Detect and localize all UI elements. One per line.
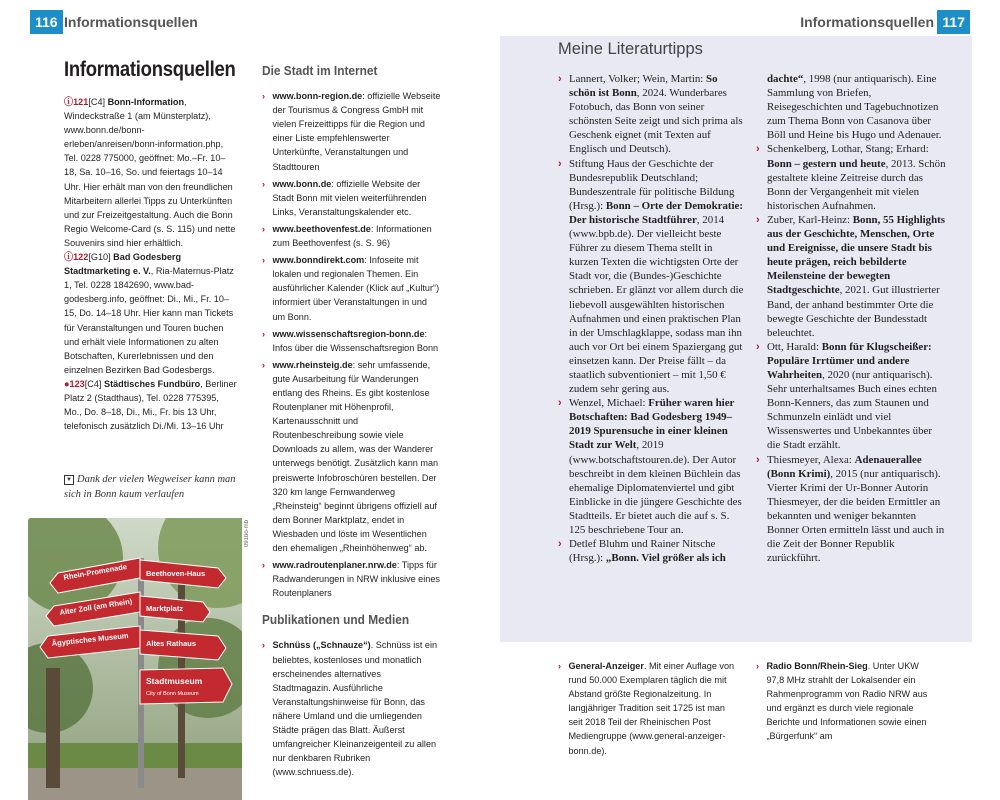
info-entries — [64, 96, 237, 434]
list-item — [558, 660, 739, 759]
running-head-right: Informationsquellen — [800, 14, 934, 30]
entry-number: 123 — [69, 378, 85, 390]
list-item — [558, 537, 744, 565]
arrow-icon: › — [558, 538, 562, 551]
list-item-continued — [756, 72, 946, 142]
item-text: : offizielle Webseite der Tourismus & Congress GmbH mit vielen Freizeittipps für die Region und einer Liste empfehlenswerter Unterkünfte, Veranstaltungen und Stadttouren — [272, 91, 441, 173]
arrow-icon: › — [262, 560, 266, 572]
caption-text: Dank der vielen Wegweiser kann man sich in Bonn kaum verlaufen — [64, 474, 236, 500]
list-item — [756, 142, 946, 212]
info-entry-122 — [64, 251, 237, 378]
arrow-icon: › — [558, 157, 562, 170]
item-text: : offizielle Website der Stadt Bonn mit vielen weiterführenden Links, Veranstaltungskalender etc. — [272, 178, 427, 218]
arrow-icon: › — [558, 397, 562, 410]
list-item — [262, 178, 441, 220]
section-title-internet: Die Stadt im Internet — [262, 64, 378, 78]
lit-author: Lannert, Volker; Wein, Martin: — [569, 73, 707, 85]
signpost-photo-drawing — [28, 518, 242, 800]
arrow-icon: › — [262, 328, 266, 340]
item-text: . Unter UKW 97,8 MHz strahlt der Lokalsender ein Rahmenprogramm von Radio NRW aus und ergänzt es durch viele regionale Berichte und Informationen sowie einen „Bürgerfunk“ am — [766, 661, 928, 743]
item-text: : Infos über die Wissenschaftsregion Bonn — [272, 328, 439, 354]
arrow-icon: › — [756, 340, 760, 353]
literature-box-title: Meine Literaturtipps — [558, 40, 703, 58]
arrow-icon: › — [262, 223, 266, 235]
pub-name: Schnüss („Schnauze“) — [272, 640, 371, 652]
info-icon: ⓘ — [64, 97, 74, 108]
link-bonndirekt[interactable]: www.bonndirekt.com — [272, 255, 365, 267]
lit-author: Schenkelberg, Lothar, Stang; Erhard: — [767, 143, 929, 156]
lit-author: Stiftung Haus der Geschichte der Bundesrepublik Deutschland; Bundeszentrale für politische Bildung (Hrsg.): — [569, 157, 735, 212]
literature-column-1 — [558, 72, 744, 565]
sign-alter-zoll: Alter Zoll (am Rhein) — [58, 596, 133, 617]
info-icon: ⓘ — [64, 252, 74, 264]
lit-title: „Bonn. Viel größer als ich — [605, 552, 726, 565]
sign-stadtmuseum: Stadtmuseum — [146, 676, 203, 686]
arrow-icon: › — [262, 640, 266, 652]
page-number-left: 116 — [30, 10, 63, 34]
dot-icon: ● — [64, 378, 70, 390]
lit-author: Ott, Harald: — [767, 340, 822, 353]
item-text: . Schnüss ist ein beliebtes, kostenloses und monatlich erscheinendes alternatives Stadtmagazin. Ausführliche Veranstaltungshinweise für Bonn, das nähere Umland und die umliegenden Städte prägen das Blatt. Äußerst umfangreicher Kleinanzeigenteil zu allen nur denkbaren Rubriken (www.schnuess.de). — [272, 640, 438, 779]
lit-text: , 2021. Gut illustrierter Band, der anhand bestimmter Orte die bewegte Geschichte der Bundesstadt beleuchtet. — [767, 284, 940, 339]
list-item — [262, 90, 441, 175]
lit-text: , 1998 (nur antiquarisch). Eine Sammlung von Briefen, Reisegeschichten und Tagebuchnotizen zum Thema Bonn von Casanova über Böll und Heine bis Hugo und Adenauer. — [767, 73, 942, 142]
entry-text: , Ria-Maternus-Platz 1, Tel. 0228 1842690, www.bad-godesberg.info, geöffnet: Di., Mi., Fr. 10–15, Do. 14–18 Uhr. Hier kann man Tickets für Veranstaltungen und Touren buchen und erhält viele Informationen zu alten Botschaften, Kurerlebnissen und den einzelnen Bezirken Bad Godesbergs. — [64, 266, 234, 376]
item-text: : Tipps für Radwanderungen in NRW inklusive eines Routenplaners — [272, 560, 440, 600]
lit-author: Thiesmeyer, Alexa: — [767, 453, 855, 466]
sign-altes-rathaus: Altes Rathaus — [146, 639, 197, 648]
link-wissenschaftsregion[interactable]: www.wissenschaftsregion-bonn.de — [272, 328, 425, 340]
item-text: : Infoseite mit lokalen und regionalen Themen. Ein ausführlicher Kalender (Klick auf „Kultur“) informiert über Veranstaltungen in und um Bonn. — [272, 255, 440, 323]
lit-title: Bonn für Klugscheißer: Populäre Irrtümer und andere Wahrheiten — [767, 340, 932, 381]
photo-credit: 091bo-mb — [244, 520, 250, 548]
sign-city-of-bonn-museum: City of Bonn Museum — [146, 691, 199, 697]
arrow-icon: › — [262, 255, 266, 267]
lit-text: , 2024. Wunderbares Fotobuch, das Bonn von seiner schönsten Seite zeigt und sich prima als Geschenk eignet (mit Texten auf Englisch und Deutsch). — [569, 87, 743, 156]
list-item — [558, 396, 744, 537]
entry-grid: [G10] — [88, 252, 111, 264]
signpost-photo — [28, 518, 242, 800]
list-item — [262, 223, 441, 251]
lit-title: So schön ist Bonn — [569, 73, 718, 100]
arrow-icon: › — [262, 91, 266, 103]
entry-number: 121 — [73, 97, 89, 108]
lit-title: Bonn – gestern und heute — [767, 157, 886, 170]
info-entry-123 — [64, 378, 237, 434]
right-page — [500, 0, 1000, 800]
lit-title: Bonn, 55 Highlights aus der Geschichte, Menschen, Orte und Ereignisse, die unsere Stadt bis heute prägen, reich bebilderte Meilensteine der bewegten Stadtgeschichte — [767, 213, 946, 297]
list-item — [262, 639, 441, 780]
lit-title: Adenauerallee (Bonn Krimi) — [767, 453, 922, 480]
lit-author: Wenzel, Michael: — [569, 397, 649, 410]
running-head-left: Informationsquellen — [64, 14, 198, 30]
info-entry-121 — [64, 96, 237, 251]
arrow-icon: › — [756, 661, 760, 672]
sign-marktplatz: Marktplatz — [146, 604, 184, 613]
list-item — [262, 559, 441, 601]
page-number-right: 117 — [937, 10, 970, 34]
item-text: : Informationen zum Beethovenfest (s. S. 96) — [272, 223, 432, 250]
list-item — [558, 157, 744, 397]
media-name: Radio Bonn/Rhein-Sieg — [766, 661, 868, 672]
arrow-icon: › — [262, 178, 266, 190]
page-title: Informationsquellen — [64, 58, 236, 81]
entry-grid: [C4] — [88, 97, 106, 108]
lit-author: Detlef Bluhm und Rainer Nitsche (Hrsg.): — [569, 538, 716, 565]
lit-title: Früher waren hier Botschaften: Bad Godesberg 1949–2019 Spurensuche in einer kleinen Stadt zur Welt — [569, 397, 735, 452]
entry-number: 122 — [73, 252, 89, 264]
lit-title: Bonn – Orte der Demokratie: Der historische Stadtführer — [569, 199, 744, 226]
lit-text: , 2015 (nur antiquarisch). Vierter Krimi der Ur-Bonner Autorin Thiesmeyer, der die beiden Ermittler an bekannten und weniger bekannten Bonner Orten ermitteln lässt und auch in die Zeit der Bonner Republik zurückführt. — [767, 467, 945, 565]
entry-name: Städtisches Fundbüro — [103, 378, 201, 390]
section-title-publications: Publikationen und Medien — [262, 613, 410, 628]
entry-name: Bonn-Information — [107, 97, 185, 108]
list-item — [756, 340, 946, 453]
link-bonn-region[interactable]: www.bonn-region.de — [272, 91, 363, 103]
arrow-icon: › — [262, 359, 266, 371]
arrow-icon: › — [756, 453, 760, 466]
arrow-icon: › — [756, 213, 760, 226]
media-column-1 — [558, 660, 739, 762]
arrow-icon: › — [558, 661, 562, 672]
internet-and-publications — [262, 62, 441, 783]
photo-caption — [64, 472, 249, 502]
arrow-icon: › — [558, 73, 562, 85]
list-item — [756, 213, 946, 340]
sign-aegyptisches-museum: Ägyptisches Museum — [51, 630, 129, 648]
item-text: : sehr umfassende, gute Ausarbeitung für Wanderungen entlang des Rheins. Es gibt kostenlose Routenplaner mit Höhenprofil, Kartenausschnitt und Routenbeschreibung sowie viele Downloads zu allem, was der Wanderer unterwegs benötigt. Zusätzlich kann man preiswerte Infobroschüren bestellen. Der 320 km lange Fernwanderweg „Rheinsteig“ beginnt übrigens offiziell auf dem Bonner Marktplatz, endet in Wiesbaden und löste im Wesentlichen den ehemaligen „Rheinhöhenweg“ ab. — [272, 359, 439, 554]
entry-text: , Windeckstraße 1 (am Münsterplatz), www.bonn.de/bonn-erleben/anreisen/bonn-information.php, Tel. 0228 775000, geöffnet: Mo.–Fr. 10–18, Sa. 10–16, So. und feiertags 10–14 Uhr. Hier erhält man von den freundlichen Mitarbeitern allerlei Tipps zu Unterkünften und zur Freizeitgestaltung. Auch die Bonn Regio Welcome-Card (s. S. 115) und nette Souvenirs sind hier erhältlich. — [64, 97, 236, 249]
link-rheinsteig[interactable]: www.rheinsteig.de — [272, 359, 353, 371]
list-item — [558, 72, 744, 157]
link-radroutenplaner[interactable]: www.radroutenplaner.nrw.de — [272, 560, 397, 572]
lit-text: , 2019 (www.botschaftstouren.de). Der Autor beschreibt in dem kleinen Büchlein das ehemalige Diplomatenviertel und gibt Einblicke in die jüngere Geschichte des Stadtteils. Er bietet auch die auf s. S. 125 beschriebene Tour an. — [569, 439, 742, 536]
list-item — [262, 359, 441, 556]
list-item — [756, 660, 938, 745]
lit-text: , 2020 (nur antiquarisch). Sehr unterhaltsames Buch eines echten Bonn-Kenners, das zum Staunen und Schmunzeln einlädt und viel Wissenswertes und Unbekanntes über die Stadt erzählt. — [767, 368, 937, 452]
caption-arrow-icon: ▼ — [64, 475, 74, 485]
media-column-2 — [756, 660, 938, 748]
list-item — [756, 453, 946, 566]
sign-rhein-promenade: Rhein-Promenade — [62, 561, 128, 582]
list-item — [262, 254, 441, 324]
list-item — [262, 328, 441, 356]
lit-author: Zuber, Karl-Heinz: — [767, 213, 853, 226]
entry-text: , Berliner Platz 2 (Stadthaus), Tel. 0228 775395, Mo., Do. 8–18, Di., Mi., Fr. bis 13 Uhr, telefonisch zusätzlich Di./Mi. 13–16 Uhr — [64, 378, 237, 433]
entry-grid: [C4] — [84, 378, 102, 390]
item-text: . Mit einer Auflage von rund 50.000 Exemplaren täglich die mit Abstand größte Regionalzeitung. In langjähriger Tradition seit 1725 ist man seit 2018 Teil der Rheinischen Post Mediengruppe (www.general-anzeiger-bonn.de). — [568, 661, 735, 757]
literature-column-2 — [756, 72, 946, 565]
entry-name: Bad Godesberg Stadtmarketing e. V. — [64, 252, 182, 278]
sign-beethoven-haus: Beethoven-Haus — [146, 569, 206, 578]
lit-text: , 2014 (www.bpb.de). Der vielleicht beste Führer zu diesem Thema stellt in kurzen Texten die wichtigsten Orte der Stadt vor, die (Bundes-)Geschichte schrieben. Er glänzt vor allem durch die liebevoll ausgewählten historischen Aufnahmen und einen praktischen Plan in der Umschlagklappe, sodass man ihn auch vor Ort bei einem Spaziergang gut einsetzen kann. Der Preise fällt – da staatlich subventioniert – mit 1,50 € zudem sehr gering aus. — [569, 213, 744, 396]
lit-title: dachte“ — [767, 73, 804, 85]
link-beethovenfest[interactable]: www.beethovenfest.de — [272, 223, 371, 235]
lit-text: , 2013. Schön gestaltete kleine Zeitreise durch das Bonn der Vergangenheit mit vielen historischen Aufnahmen. — [767, 157, 946, 212]
arrow-icon: › — [756, 143, 760, 156]
link-bonn-de[interactable]: www.bonn.de — [272, 178, 332, 190]
media-name: General-Anzeiger — [568, 661, 644, 672]
